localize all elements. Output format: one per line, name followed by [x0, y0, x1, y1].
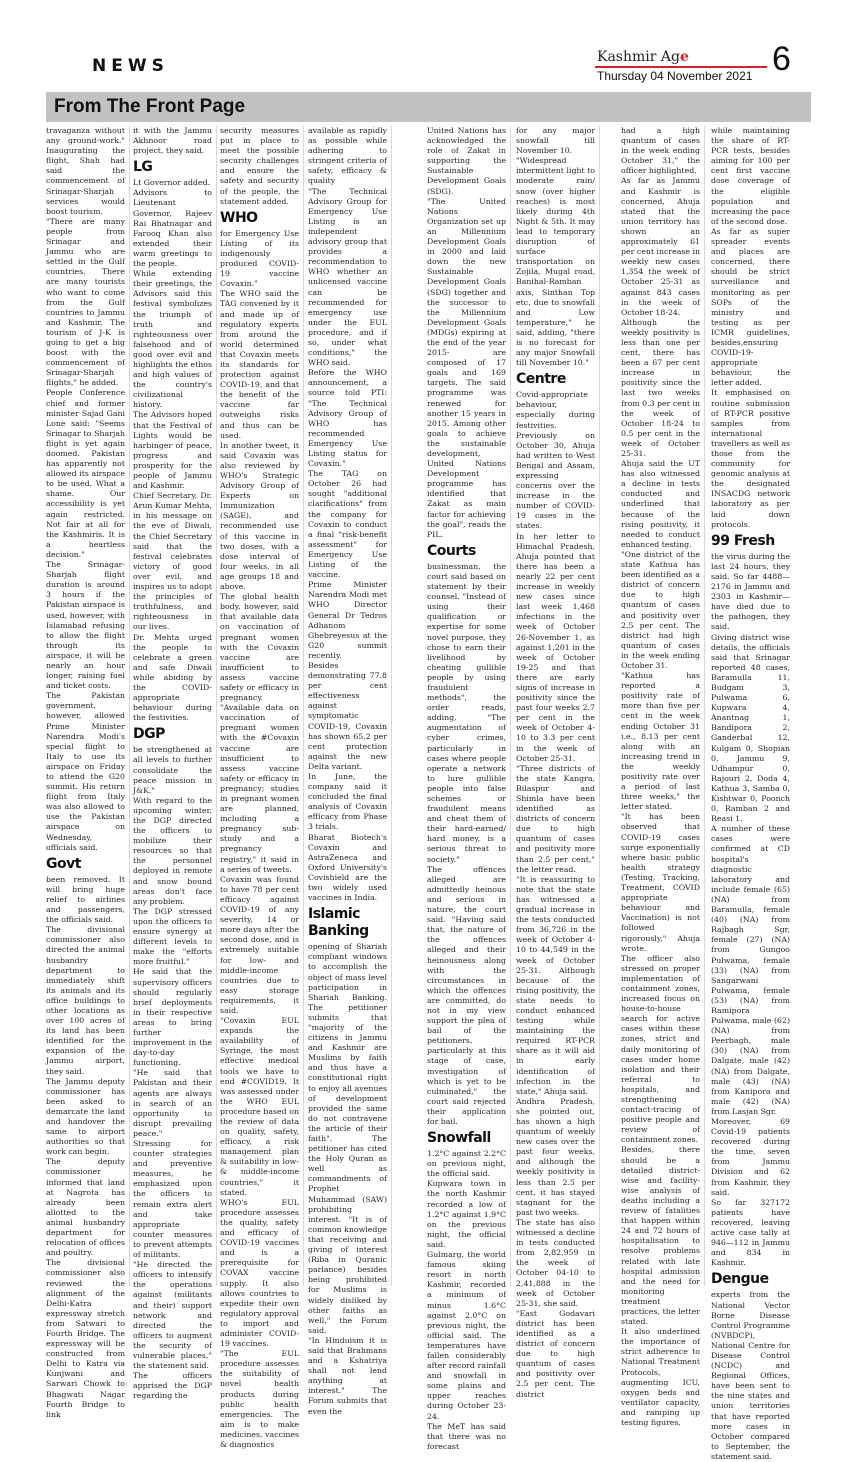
- story-paragraph: Gulmarg, the world famous skiing resort in north Kashmir, recorded a minimum of minus 1.6°C against 2.0°C on previous night, the official said. The temperatures have fallen considerably after record rainfall and snowfall in some plains and upper reaches during October 23-24.: [427, 1250, 506, 1421]
- story-paragraph: businessman, the court said based on statement by their counsel. "Instead of using their qualification or expertise for some novel purpose, they chose to earn their livelihood by cheating gullible people by using fraudulent methods", the order reads, adding, "The augmentation of cyber crimes, particularly in cases where people operate a network to lure gullible people into false schemes or fraudulent means and cheat them of their hard-earned/ hard money, is a serious threat to society.": [427, 561, 506, 864]
- story-paragraph: it with the Jammu Akhnoor road project, they said.: [133, 126, 212, 156]
- story-headline: Snowfall: [427, 1130, 491, 1147]
- story-paragraph: "The Technical Advisory Group for Emergency Use Listing is an independent advisory group that provides a recommendation to WHO whether an unlicensed vaccine can be recommended for emergency use under the EUL procedure, and if so, under what conditions," the WHO said.: [308, 186, 387, 368]
- story-headline: Dengue: [711, 1271, 769, 1288]
- story-paragraph: It also underlined the importance of strict adherence to National Treatment Protocols, augmenting ICU, oxygen beds and ventilator capacity, and ramping up testing figures,: [621, 1327, 700, 1427]
- story-paragraph: In June, the company said it concluded the final analysis of Covaxin efficacy from Phase 3 trials.: [308, 772, 387, 832]
- story-paragraph: Moreover, 69 Covid-19 patients recovered during the time, seven from Jammu Division and 62 from Kashmir, they said.: [711, 1117, 790, 1197]
- story-paragraph: available as rapidly as possible while adhering to stringent criteria of safety, efficacy & quality: [308, 126, 387, 186]
- column-4: [308, 126, 387, 1416]
- column-2: [133, 126, 212, 1401]
- column-7: [621, 126, 700, 1427]
- column-divider: [303, 126, 304, 1286]
- story-paragraph: The DGP stressed upon the officers to ensure synergy at different levels to make the "efforts more fruitful.": [133, 906, 212, 967]
- story-paragraph: 1.2°C against 2.2°C on previous night, the official said.: [427, 1149, 506, 1179]
- story-headline: WHO: [220, 209, 258, 226]
- column-3: [220, 126, 299, 1449]
- story-paragraph: The global health body, however, said that available data on vaccination of pregnant women with the Covaxin vaccine are insufficient to assess vaccine safety or efficacy in pregnancy.: [220, 592, 299, 703]
- story-paragraph: for any major snowfall till November 10.: [516, 126, 595, 156]
- story-paragraph: Ahuja said the UT has also witnessed a decline in tests conducted and underlined that because of the rising positivity, it needed to conduct enhanced testing.: [621, 459, 700, 549]
- story-paragraph: "In Hinduism it is said that Brahmans and a Kshatriya shall not lend anything at interest." The Forum submits that even the: [308, 1335, 387, 1416]
- story-paragraph: "Available data on vaccination of pregnant women with the #Covaxin vaccine are insufficient to assess vaccine safety or efficacy in pregnancy; studies in pregnant women are planned, including a pregnancy sub-study and a pregnancy registry," it said in a series of tweets.: [220, 703, 299, 874]
- story-paragraph: The officers apprised the DGP regarding the: [133, 1371, 212, 1401]
- story-paragraph: "There are many people from Srinagar and Jammu who are settled in the Gulf countries. There are many tourists who want to come from the Gulf countries to Jammu and Kashmir. The tourism of J-K is going to get a big boost with the commencement of Srinagar-Sharjah flights," he added.: [46, 216, 125, 388]
- story-paragraph: "Three districts of the state Kangra, Bilaspur and Shimla have been identified as districts of concern due to high quantum of cases and positivity more than 2.5 per cent," the letter read.: [516, 763, 595, 874]
- story-paragraph: "Widespread intermittent light to moderate rain/ snow (over higher reaches) is most likely during 4th Night & 5th. It may lead to temporary disruption of surface transportation on Zojila, Mugal road, Banihal-Ramban axis, Sinthan Top etc. due to snowfall and Low temperature," he said, adding, "there is no forecast for any major Snowfall till November 10.": [516, 156, 595, 368]
- story-paragraph: The MeT has said that there was no forecast: [427, 1421, 506, 1451]
- story-paragraph: while maintaining the share of RT-PCR tests, besides aiming for 100 per cent first vaccine dose coverage of the eligible population and increasing the pace of the second dose.: [711, 126, 790, 226]
- story-paragraph: People Conference chief and former minister Sajad Gani Lone said: "Seems Srinagar to Sharjah flight is yet again doomed. Pakistan has apparently not allowed its airspace to be used. What a shame. Our accessibility is yet again restricted. Not fair at all for the Kashmiris. It is a heartless decision.": [46, 388, 125, 559]
- story-paragraph: The Srinagar-Sharjah flight duration is around 3 hours if the Pakistan airspace is used, however, with Islamabad refusing to allow the flight through its airspace, it will be nearly an hour longer, raising fuel and ticket costs.: [46, 560, 125, 691]
- story-paragraph: United Nations has acknowledged the role of Zakat in supporting the Sustainable Development Goals (SDG).: [427, 126, 506, 196]
- story-paragraph: Advisors to Lieutenant Governor, Rajeev Rai Bhatnagar and Farooq Khan also extended their warm greetings to the people.: [133, 188, 212, 269]
- story-headline: Centre: [516, 371, 566, 388]
- story-paragraph: Besides demonstrating 77.8 per cent effectiveness against symptomatic COVID-19, Covaxin has shown 65.2 per cent protection against the new Delta variant.: [308, 660, 387, 771]
- section-banner: [46, 92, 811, 122]
- section-banner-title: From The Front Page: [54, 96, 246, 117]
- story-paragraph: WHO's EUL procedure assesses the quality, safety and efficacy of COVID-19 vaccines and is a prerequisite for COVAX vaccine supply. It also allows countries to expedite their own regulatory approval to import and administer COVID-19 vaccines.: [220, 1197, 299, 1349]
- story-paragraph: Before the WHO announcement, a source told PTI: "The Technical Advisory Group of WHO has recommended Emergency Use Listing status for Covaxin.": [308, 368, 387, 469]
- story-paragraph: In another tweet, it said Covaxin was also reviewed by WHO's Strategic Advisory Group of Experts on Immunization (SAGE), and recommended use of this vaccine in two doses, with a dose interval of four weeks, in all age groups 18 and above.: [220, 440, 299, 592]
- story-paragraph: He said that the supervisory officers should regularly brief deployments in their respective areas to bring further improvement in the day-to-day functioning.: [133, 967, 212, 1068]
- story-paragraph: opening of Shariah compliant windows to accomplish the object of mass level participation in Shariah Banking. The petitioner submits that "majority of the citizens in Jammu and Kashmir are Muslims by faith and thus have a constitutional right to enjoy all avenues of development provided the same do not contravene the article of their faith". The petitioner has cited the Holy Quran as well as commandments of Prophet Muhammad (SAW) prohibiting interest. "It is of common knowledge that receiving and giving of interest (Riba in Quranic parlance) besides being prohibited for Muslims is widely disliked by other faiths as well," the Forum said.: [308, 942, 387, 1335]
- newspaper-brand: [597, 49, 689, 65]
- dateline: Thursday 04 November 2021: [597, 69, 753, 83]
- story-paragraph: "It is reassuring to note that the state has witnessed a gradual increase in the tests conducted from 36,726 in the week of October 4-10 to 44,549 in the week of October 25-31. Although because of the rising positivity, the state needs to conduct enhanced testing while maintaining the required RT-PCR share as it will aid in early identification of infection in the state," Ahuja said.: [516, 874, 595, 1096]
- story-paragraph: "The EUL procedure assesses the suitability of novel health products during public health emergencies. The aim is to make medicines, vaccines & diagnostics: [220, 1349, 299, 1449]
- story-paragraph: experts from the National Vector Borne Disease Control Programme (NVBDCP), National Centre for Disease Control (NCDC) and Regional Offices, have been sent to the nine states and union territories that have reported more cases in October compared to September, the statement said.: [711, 1290, 790, 1461]
- story-paragraph: The Advisors hoped that the Festival of Lights would be harbinger of peace, progress and prosperity for the people of Jammu and Kashmir.: [133, 410, 212, 491]
- story-paragraph: the virus during the last 24 hours, they said. So far 4488—2176 in Jammu and 2303 in Kashmir—have died due to the pathogen, they said.: [711, 551, 790, 632]
- story-paragraph: While extending their greetings, the Advisors said this festival symbolizes the triumph of truth and righteousness over falsehood and of good over evil and highlights the ethos and high values of the country's civilizational history.: [133, 269, 212, 410]
- story-paragraph: Dr. Mehta urged the people to celebrate a green and safe Diwali while abiding by the COVID-appropriate behaviour during the festivities.: [133, 632, 212, 723]
- story-paragraph: Besides, there should be a detailed district-wise and facility-wise analysis of deaths including a review of fatalities that happen within 24 and 72 hours of hospitalisation to resolve problems related with late hospital admission and the need for monitoring treatment practices, the letter stated.: [621, 1145, 700, 1327]
- story-paragraph: The deputy commissioner informed that land at Nagrota has already been allotted to the animal husbandry department for relocation of offices and poultry.: [46, 1157, 125, 1258]
- story-paragraph: As far as super spreader events and places are concerned, there should be strict surveillance and monitoring as per SOPs of the ministry and testing as per ICMR guidelines, besides,ensuring COVID-19-appropriate behaviour, the letter added.: [711, 226, 790, 388]
- story-paragraph: "East Godavari district has been identified as a district of concern due to high quantum of cases and positivity over 2.5 per cent. The district: [516, 1308, 595, 1399]
- column-divider: [599, 126, 600, 1286]
- story-paragraph: The state has also witnessed a decline in tests conducted from 2,82,959 in the week of October 04-10 to 2,41,888 in the week of October 25-31, she said.: [516, 1217, 595, 1308]
- story-paragraph: Although the weekly positivity is less than one per cent, there has been a 67 per cent increase in positivity since the last two weeks from 0.3 per cent in the week of October 18-24 to 0.5 per cent in the week of October 25-31.: [621, 317, 700, 458]
- story-paragraph: As far as Jammu and Kashmir is concerned, Ahuja stated that the union territory has shown an approximately 61 per cent increase in weekly new cases 1,354 the week of October 25-31 as against 843 cases in the week of October 18-24.: [621, 176, 700, 317]
- story-paragraph: travaganza without any ground-work." Inaugurating the flight, Shah had said the commencement of Srinagar-Sharjah services would boost tourism.: [46, 126, 125, 216]
- story-paragraph: The officer also stressed on proper implementation of containment zones, increased focus on house-to-house search for active cases within these zones, strict and daily monitoring of cases under home isolation and their referral to hospitals, and strengthening contact-tracing of positive people and review of containment zones.: [621, 953, 700, 1145]
- story-paragraph: be strengthened at all levels to further consolidate the peace mission in J&K.": [133, 745, 212, 795]
- story-paragraph: "He said that Pakistan and their agents are always in search of an opportunity to disrupt prevailing peace.": [133, 1068, 212, 1138]
- column-divider: [216, 126, 217, 1286]
- story-paragraph: "Kathua has reported a positivity rate of more than five per cent in the week ending October 31 i.e., 8.13 per cent along with an increasing trend in the weekly positivity rate over a period of last three weeks," the letter stated.: [621, 671, 700, 812]
- story-paragraph: Chief Secretary, Dr. Arun Kumar Mehta, in his message on the eve of Diwali, the Chief Secretary said that the festival celebrates victory of good over evil, and inspires us to adopt the principles of truthfulness, and righteousness in our lives.: [133, 491, 212, 632]
- story-paragraph: In her letter to Himachal Pradesh, Ahuja pointed that there has been a nearly 22 per cent increase in weekly new cases since last week 1,468 infections in the week of October 26-November 1, as against 1,201 in the week of October 19-25 and that there are early signs of increase in positivity since the past four weeks 2.7 per cent in the week of October 4-10 to 3.3 per cent in the week of October 25-31.: [516, 531, 595, 763]
- story-paragraph: The TAG on October 26 had sought "additional clarifications" from the company for Covaxin to conduct a final "risk-benefit assessment" for Emergency Use Listing of the vaccine.: [308, 469, 387, 580]
- column-divider: [510, 126, 511, 1286]
- story-paragraph: for Emergency Use Listing of its indigenously produced COVID-19 vaccine Covaxin.": [220, 228, 299, 289]
- brand-name: Kashmir Ag: [597, 49, 680, 65]
- story-paragraph: Covaxin was found to have 78 per cent efficacy against COVID-19 of any severity, 14 or more days after the second dose, and is extremely suitable for low- and middle-income countries due to easy storage requirements, it said.: [220, 874, 299, 1015]
- article-columns: [46, 126, 814, 1461]
- story-paragraph: "The United Nations Organization set up an Millennium Development Goals in 2000 and laid down the new Sustainable Development Goals (SDG) together and the successor to the Millennium Development Goals (MDGs) expiring at the end of the year 2015- are composed of 17 goals and 169 targets. The said programme was renewed for another 15 years in 2015. Among other goals to achieve the sustainable development, United Nations Development programme has identified that Zakat as main factor for achieving the goal", reads the PIL.: [427, 196, 506, 539]
- story-paragraph: "He directed the officers to intensify the operations against (militants and their) support network and directed the officers to augment the security of vulnerable places," the statement said.: [133, 1260, 212, 1371]
- story-paragraph: The Jammu deputy commissioner has been asked to demarcate the land and handover the same to airport authorities so that work can begin.: [46, 1076, 125, 1157]
- story-paragraph: The divisional commissioner also reviewed the alignment of the Delhi-Katra expressway stretch from Satwari to Fourth Bridge. The expressway will be constructed from Delhi to Katra via Kunjwani and Sarwari Chowk to Bhagwati Nagar Fourth Bridge to link: [46, 1258, 125, 1419]
- story-paragraph: security measures put in place to meet the possible security challenges and ensure the safety and security of the people, the statement added.: [220, 126, 299, 206]
- story-headline: DGP: [133, 726, 165, 743]
- story-headline: 99 Fresh: [711, 532, 775, 549]
- column-divider: [704, 126, 705, 1286]
- masthead: [0, 0, 848, 92]
- column-6: [516, 126, 595, 1399]
- story-paragraph: The offences alleged are admittedly heinous and serious in nature, the court said. "Having said that, the nature of the offences alleged and their heinousness along with the circumstances in which the offences are committed, do not in my view support the plea of bail of the petitioners, particularly at this stage of case, investigation of which is yet to be culminated," the court said rejected their application for bail.: [427, 864, 506, 1126]
- column-8: [711, 126, 790, 1461]
- story-paragraph: The divisional commissioner also directed the animal husbandry department to immediately shift its animals and its office buildings to other locations as over 100 acres of its land has been identified for the expansion of the Jammu airport, they said.: [46, 925, 125, 1076]
- story-paragraph: Previously on October 30, Ahuja had written to West Bengal and Assam, expressing concerns over the increase in the number of COVID-19 cases in the states.: [516, 430, 595, 531]
- story-headline: Islamic Banking: [308, 906, 369, 940]
- section-label: NEWS: [92, 56, 169, 76]
- column-divider: [391, 126, 392, 1286]
- column-divider: [129, 126, 130, 1286]
- story-paragraph: "One district of the state Kathua has been identified as a district of concern due to high quantum of cases and positivity over 2.5 per cent. The district had high quantum of cases in the week ending October 31.: [621, 549, 700, 670]
- story-paragraph: Stressing for counter strategies and preventive measures, he emphasized upon the officers to remain extra alert and take appropriate counter measures to prevent attempts of militants.: [133, 1139, 212, 1260]
- story-paragraph: It emphasised on routine submission of RT-PCR positive samples from international travellers as well as those from the community for genomic analysis at the designated INSACDG network laboratory as per laid down protocols.: [711, 388, 790, 529]
- brand-accent: e: [679, 49, 689, 65]
- story-headline: Govt: [46, 855, 81, 872]
- column-1: [46, 126, 125, 1419]
- story-paragraph: So far 327172 patients have recovered, leaving active case tally at 946—112 in Jammu and 834 in Kashmir.: [711, 1197, 790, 1268]
- story-paragraph: been removed. It will bring huge relief to airlines and passengers, the officials said.: [46, 874, 125, 925]
- story-headline: LG: [133, 159, 153, 176]
- story-paragraph: The Pakistan government, however, allowed Prime Minister Narendra Modi's special flight to Italy to use its airspace on Friday to attend the G20 summit. His return flight from Italy was also allowed to use the Pakistan airspace on Wednesday, officials said.: [46, 691, 125, 852]
- story-paragraph: Andhra Pradesh, she pointed out, has shown a high quantum of weekly new cases over the past four weeks, and although the weekly positivity is less than 2.5 per cent, it has stayed stagnant for the past two weeks.: [516, 1096, 595, 1217]
- story-paragraph: Kupwara town in the north Kashmir recorded a low of 1.2°C against 1.9°C on the previous night, the official said.: [427, 1179, 506, 1249]
- story-paragraph: "Covaxin EUL expands the availability of Syringe, the most effective medical tools we have to end #COVID19. It was assessed under the WHO EUL procedure based on the review of data on quality, safety, efficacy, a risk management plan & suitability in low- & middle-income countries," it stated.: [220, 1016, 299, 1197]
- story-paragraph: Lt Governor added.: [133, 178, 211, 188]
- story-paragraph: had a high quantum of cases in the week ending October 31," the officer highlighted.: [621, 126, 700, 176]
- story-paragraph: A number of these cases were confirmed at CD hospital's diagnostic laboratory and include female (65) (NA) from Baramulla, female (40) (NA) from Rajbagh Sgr, female (27) (NA) from Gungoo Pulwama, female (33) (NA) from Sangarwani Pulwama, female (53) (NA) from Ramipora Pulwama, male (62) (NA) from Peerbagh, male (30) (NA) from Dalgate, male (42) (NA) from Dalgate, male (43) (NA) from Kanipora and male (42) (NA) from Lasjan Sgr.: [711, 824, 790, 1116]
- story-paragraph: The WHO said the TAG convened by it and made up of regulatory experts from around the world determined that Covaxin meets its standards for protection against COVID-19, and that the benefit of the vaccine far outweighs risks and thus can be used.: [220, 289, 299, 440]
- story-paragraph: Giving district wise details, the officials said that Srinagar reported 48 cases, Baramulla 11, Budgam 3, Pulwama 6, Kupwara 4, Anantnag 1, Bandipora 2, Ganderbal 12, Kulgam 0, Shopian 0, Jammu 9, Udhampur 0, Rajouri 2, Doda 4, Kathua 3, Samba 0, Kishtwar 0, Poonch 0, Ramban 2 and Reasi 1.: [711, 632, 790, 824]
- story-paragraph: Covid-appropriate behaviour, especially during festivities.: [516, 390, 595, 430]
- story-paragraph: Prime Minister Narendra Modi met WHO Director General Dr Tedros Adhanom Ghebreyesus at the G20 summit recently.: [308, 580, 387, 660]
- story-paragraph: Bharat Biotech's Covaxin and AstraZeneca and Oxford University's Covishield are the two widely used vaccines in India.: [308, 832, 387, 903]
- column-5: [427, 126, 506, 1451]
- story-paragraph: With regard to the upcoming winter, the DGP directed the officers to mobilize their resources so that the personnel deployed in remote and snow bound areas don't face any problem.: [133, 795, 212, 906]
- page-number: 6: [772, 40, 791, 78]
- story-paragraph: "It has been observed that COVID-19 cases surge exponentially where basic public health strategy (Testing, Tracking, Treatment, COVID appropriate behaviour and Vaccination) is not followed rigorously," Ahuja wrote.: [621, 812, 700, 953]
- story-headline: Courts: [427, 542, 476, 559]
- brand-rule: [595, 66, 767, 68]
